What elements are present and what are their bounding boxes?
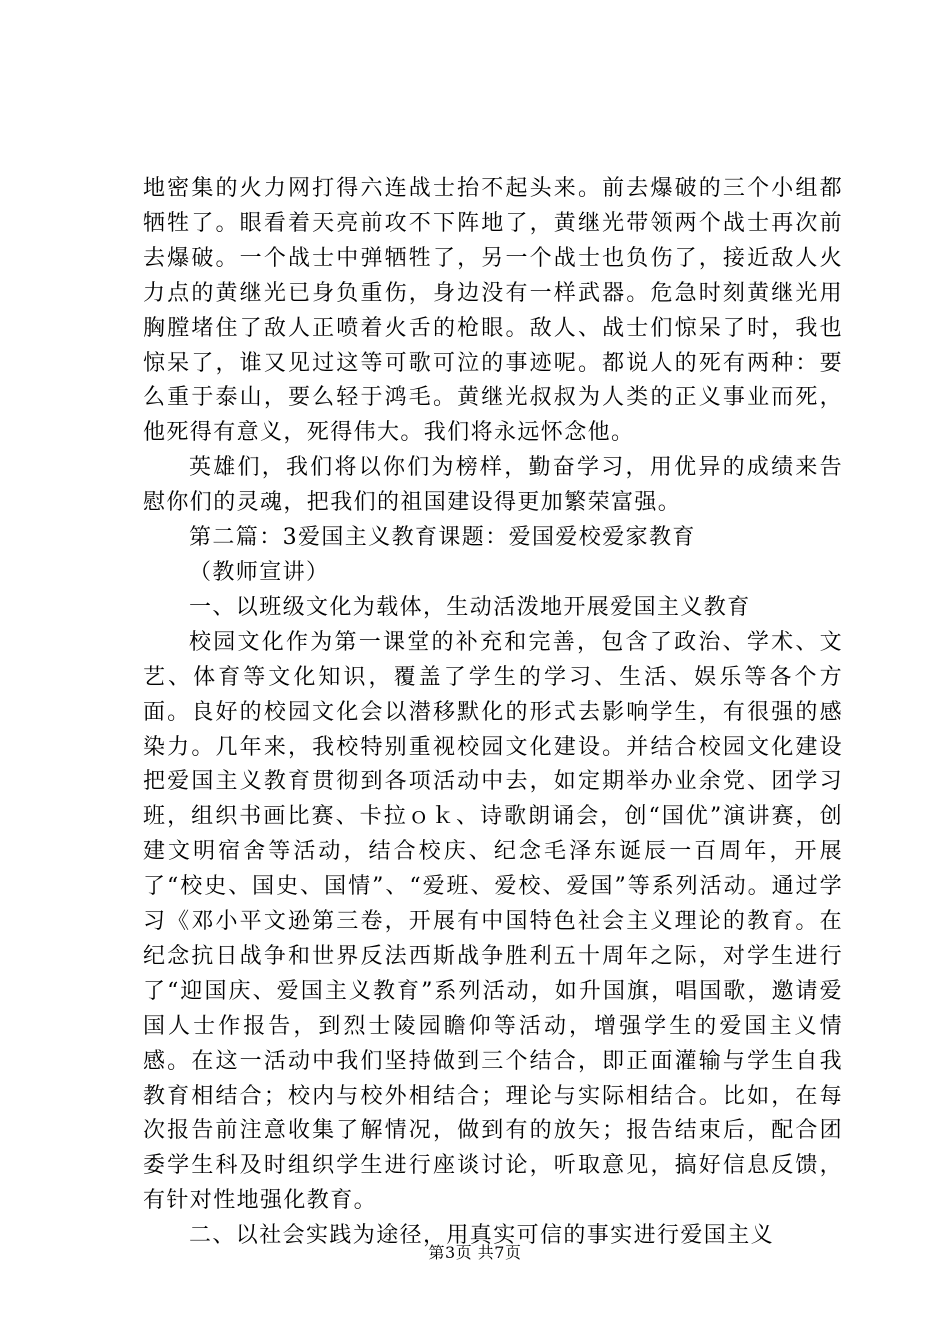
document-body [143,172,843,1254]
paragraph-continuation: 地密集的火力网打得六连战士抬不起头来。前去爆破的三个小组都牺牲了。眼看着天亮前攻不下阵地了，黄继光带领两个战士再次前去爆破。一个战士中弹牺牲了，另一个战士也负伤了，接近敌人火力点的黄继光已身负重伤，身边没有一样武器。危急时刻黄继光用胸膛堵住了敌人正喷着火舌的枪眼。敌人、战士们惊呆了时，我也惊呆了，谁又见过这等可歌可泣的事迹呢。都说人的死有两种：要么重于泰山，要么轻于鸿毛。黄继光叔叔为人类的正义事业而死，他死得有意义，死得伟大。我们将永远怀念他。 [143,176,843,446]
subsection-heading-2: 二、以社会实践为途径，用真实可信的事实进行爱国主义 [189,1223,775,1249]
section-subheading: （教师宣讲） [189,559,330,585]
subsection-heading-1: 一、以班级文化为载体，生动活泼地开展爱国主义教育 [189,594,751,620]
paragraph-tribute: 英雄们，我们将以你们为榜样，勤奋学习，用优异的成绩来告慰你们的灵魂，把我们的祖国建设得更加繁荣富强。 [143,455,843,516]
section-heading: 第二篇：3爱国主义教育课题：爱国爱校爱家教育 [189,525,696,551]
paragraph-campus-culture: 校园文化作为第一课堂的补充和完善，包含了政治、学术、文艺、体育等文化知识，覆盖了学生的学习、生活、娱乐等各个方面。良好的校园文化会以潜移默化的形式去影响学生，有很强的感染力。几年来，我校特别重视校园文化建设。并结合校园文化建设把爱国主义教育贯彻到各项活动中去，如定期举办业余党、团学习班，组织书画比赛、卡拉ｏｋ、诗歌朗诵会，创“国优”演讲赛，创建文明宿舍等活动，结合校庆、纪念毛泽东诞辰一百周年，开展了“校史、国史、国情”、“爱班、爱校、爱国”等系列活动。通过学习《邓小平文逊第三卷，开展有中国特色社会主义理论的教育。在纪念抗日战争和世界反法西斯战争胜利五十周年之际，对学生进行了“迎国庆、爱国主义教育”系列活动，如升国旗，唱国歌，邀请爱国人士作报告，到烈士陵园瞻仰等活动，增强学生的爱国主义情感。在这一活动中我们坚持做到三个结合，即正面灌输与学生自我教育相结合；校内与校外相结合；理论与实际相结合。比如，在每次报告前注意收集了解情况，做到有的放矢；报告结束后，配合团委学生科及时组织学生进行座谈讨论，听取意见，搞好信息反馈，有针对性地强化教育。 [143,629,843,1214]
page-footer: 第3页 共7页 [428,1243,522,1262]
